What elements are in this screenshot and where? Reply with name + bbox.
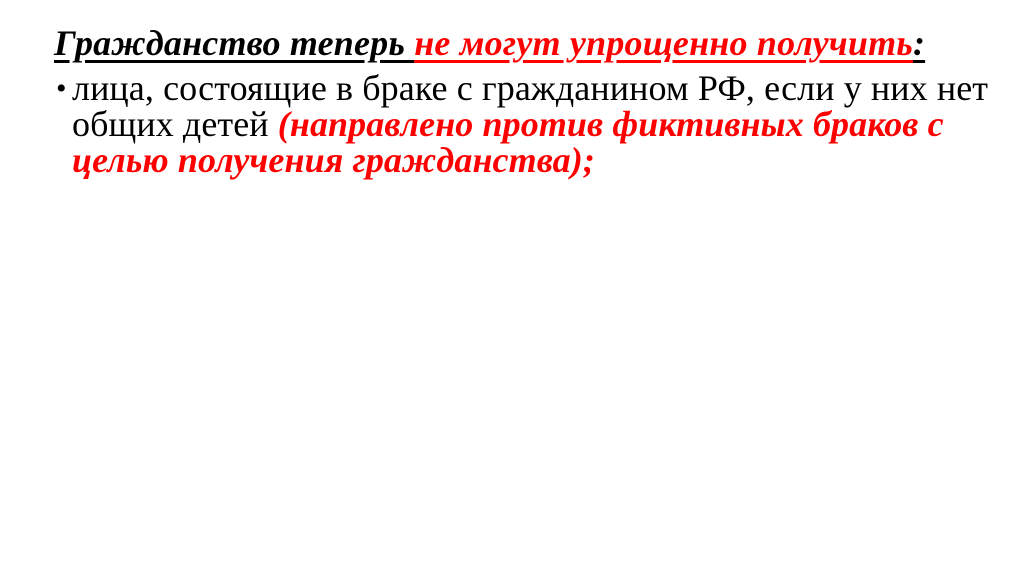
bullet-line-2: [72, 106, 988, 142]
bullet-line2-black-text: общих детей: [72, 104, 278, 144]
title-segment-black: Гражданство теперь: [54, 23, 415, 63]
bullet-item: [56, 70, 988, 178]
bullet-line-3: [72, 142, 988, 178]
title-colon: :: [912, 23, 926, 63]
title-segment-red: не могут упрощенно получить: [414, 23, 913, 63]
bullet-marker: •: [56, 72, 67, 105]
bullet-line1-black-text: лица, состоящие в браке с гражданином РФ, если у них нет: [72, 68, 989, 108]
slide-title: [54, 22, 925, 64]
bullet-line2-red-text: (направлено против фиктивных браков с: [277, 104, 944, 144]
bullet-line-1: [72, 70, 988, 106]
bullet-text: [72, 70, 988, 178]
bullet-line3-red-text: целью получения гражданства);: [72, 140, 595, 180]
